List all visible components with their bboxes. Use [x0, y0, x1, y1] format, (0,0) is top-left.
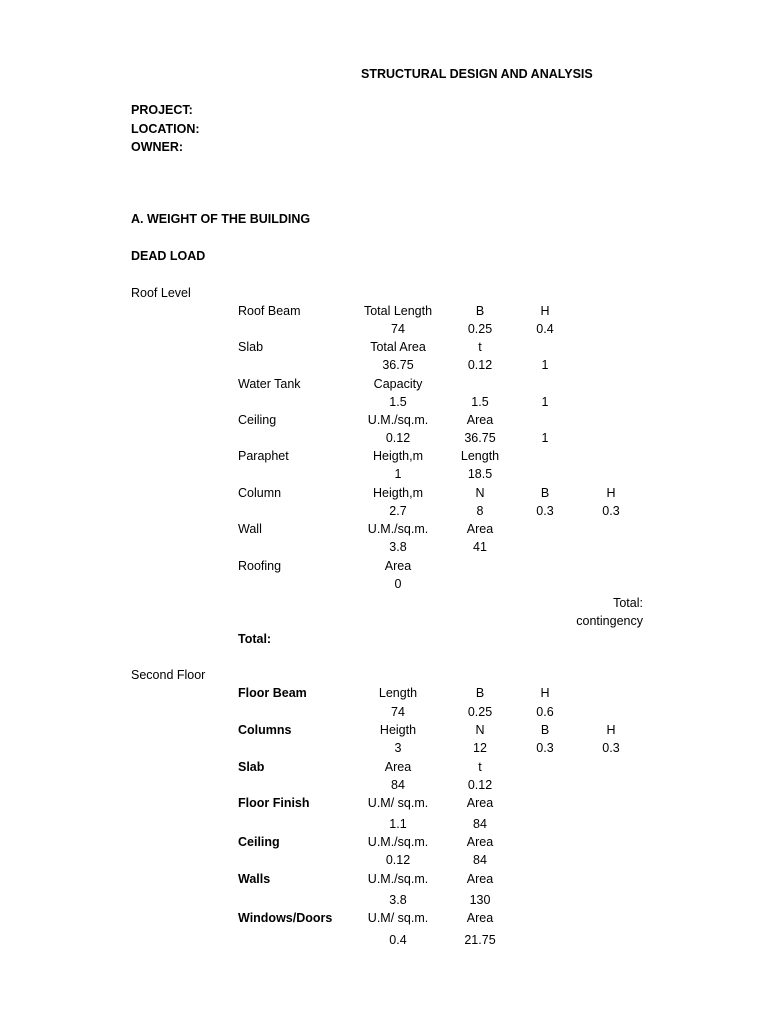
roof-total-left: Total:: [238, 632, 272, 646]
floor-walls-value-area: 130: [469, 893, 491, 907]
roof-ceiling-header-area: Area: [466, 413, 494, 427]
floor-slab-value-t: 0.12: [467, 778, 493, 792]
floor-finish-header-area: Area: [466, 796, 494, 810]
roof-level-label: Roof Level: [131, 286, 191, 300]
paraphet-value-length: 18.5: [467, 467, 493, 481]
roof-beam-header-h: H: [540, 304, 550, 318]
floor-slab-label: Slab: [238, 760, 265, 774]
roofing-header-area: Area: [384, 559, 412, 573]
roof-ceiling-value-area: 36.75: [464, 431, 496, 445]
floor-finish-label: Floor Finish: [238, 796, 310, 810]
floor-columns-header-n: N: [475, 723, 485, 737]
floor-slab-header-t: t: [478, 760, 482, 774]
floor-columns-label: Columns: [238, 723, 292, 737]
roof-column-header-b: B: [540, 486, 550, 500]
water-tank-label: Water Tank: [238, 377, 301, 391]
floor-beam-header-b: B: [475, 686, 485, 700]
section-heading: A. WEIGHT OF THE BUILDING: [131, 212, 311, 226]
roof-wall-header-um: U.M./sq.m.: [367, 522, 429, 536]
windows-doors-value-um: 0.4: [389, 933, 407, 947]
roof-ceiling-header-um: U.M./sq.m.: [367, 413, 429, 427]
page-title: STRUCTURAL DESIGN AND ANALYSIS: [361, 67, 593, 81]
paraphet-value-height: 1: [394, 467, 402, 481]
paraphet-header-height: Heigth,m: [372, 449, 424, 463]
paraphet-header-length: Length: [460, 449, 500, 463]
roof-slab-label: Slab: [238, 340, 264, 354]
roof-column-value-n: 8: [476, 504, 484, 518]
roof-column-value-height: 2.7: [389, 504, 407, 518]
roof-slab-value-area: 36.75: [382, 358, 414, 372]
roof-wall-value-um: 3.8: [389, 540, 407, 554]
floor-walls-header-um: U.M./sq.m.: [367, 872, 429, 886]
roof-beam-label: Roof Beam: [238, 304, 301, 318]
floor-beam-label: Floor Beam: [238, 686, 307, 700]
floor-finish-value-um: 1.1: [389, 817, 407, 831]
floor-columns-header-h: H: [606, 723, 616, 737]
roof-beam-header-length: Total Length: [363, 304, 433, 318]
floor-columns-header-height: Heigth: [379, 723, 417, 737]
water-tank-value-capacity: 1.5: [389, 395, 407, 409]
windows-doors-label: Windows/Doors: [238, 911, 333, 925]
roof-column-header-h: H: [606, 486, 616, 500]
roof-wall-value-area: 41: [473, 540, 487, 554]
floor-columns-header-b: B: [540, 723, 550, 737]
windows-doors-header-um: U.M/ sq.m.: [367, 911, 429, 925]
roof-column-value-h: 0.3: [602, 504, 620, 518]
dead-load-heading: DEAD LOAD: [131, 249, 206, 263]
floor-finish-header-um: U.M/ sq.m.: [367, 796, 429, 810]
roof-column-header-n: N: [475, 486, 485, 500]
floor-ceiling-header-um: U.M./sq.m.: [367, 835, 429, 849]
water-tank-value-2: 1.5: [471, 395, 489, 409]
water-tank-value-3: 1: [541, 395, 549, 409]
floor-columns-value-h: 0.3: [602, 741, 620, 755]
floor-beam-header-h: H: [540, 686, 550, 700]
roof-slab-header-area: Total Area: [370, 340, 426, 354]
floor-beam-value-length: 74: [391, 705, 405, 719]
roof-ceiling-value-um: 0.12: [385, 431, 411, 445]
floor-columns-value-n: 12: [473, 741, 487, 755]
roof-wall-header-area: Area: [466, 522, 494, 536]
roofing-label: Roofing: [238, 559, 282, 573]
roof-total-right: Total:: [613, 596, 643, 610]
roof-wall-label: Wall: [238, 522, 262, 536]
floor-columns-value-height: 3: [394, 741, 402, 755]
water-tank-header-capacity: Capacity: [373, 377, 423, 391]
windows-doors-value-area: 21.75: [464, 933, 496, 947]
roof-slab-value-factor: 1: [541, 358, 549, 372]
paraphet-label: Paraphet: [238, 449, 289, 463]
floor-columns-value-b: 0.3: [536, 741, 554, 755]
floor-ceiling-value-um: 0.12: [385, 853, 411, 867]
roof-beam-value-h: 0.4: [536, 322, 554, 336]
project-label: PROJECT:: [131, 103, 193, 117]
floor-finish-value-area: 84: [473, 817, 487, 831]
owner-label: OWNER:: [131, 140, 184, 154]
roof-beam-header-b: B: [475, 304, 485, 318]
roof-beam-value-b: 0.25: [467, 322, 493, 336]
roof-slab-value-t: 0.12: [467, 358, 493, 372]
roof-contingency: contingency: [576, 614, 643, 628]
floor-walls-label: Walls: [238, 872, 271, 886]
floor-ceiling-header-area: Area: [466, 835, 494, 849]
roof-ceiling-label: Ceiling: [238, 413, 277, 427]
windows-doors-header-area: Area: [466, 911, 494, 925]
roof-beam-value-length: 74: [391, 322, 405, 336]
roof-column-value-b: 0.3: [536, 504, 554, 518]
location-label: LOCATION:: [131, 122, 200, 136]
floor-walls-header-area: Area: [466, 872, 494, 886]
roof-column-header-height: Heigth,m: [372, 486, 424, 500]
roof-column-label: Column: [238, 486, 282, 500]
floor-walls-value-um: 3.8: [389, 893, 407, 907]
floor-ceiling-label: Ceiling: [238, 835, 280, 849]
roof-slab-header-t: t: [478, 340, 482, 354]
floor-ceiling-value-area: 84: [473, 853, 487, 867]
floor-beam-header-length: Length: [378, 686, 418, 700]
roof-ceiling-value-factor: 1: [541, 431, 549, 445]
floor-beam-value-b: 0.25: [467, 705, 493, 719]
floor-beam-value-h: 0.6: [536, 705, 554, 719]
floor-slab-value-area: 84: [391, 778, 405, 792]
floor-slab-header-area: Area: [384, 760, 412, 774]
second-floor-label: Second Floor: [131, 668, 206, 682]
roofing-value-area: 0: [394, 577, 402, 591]
